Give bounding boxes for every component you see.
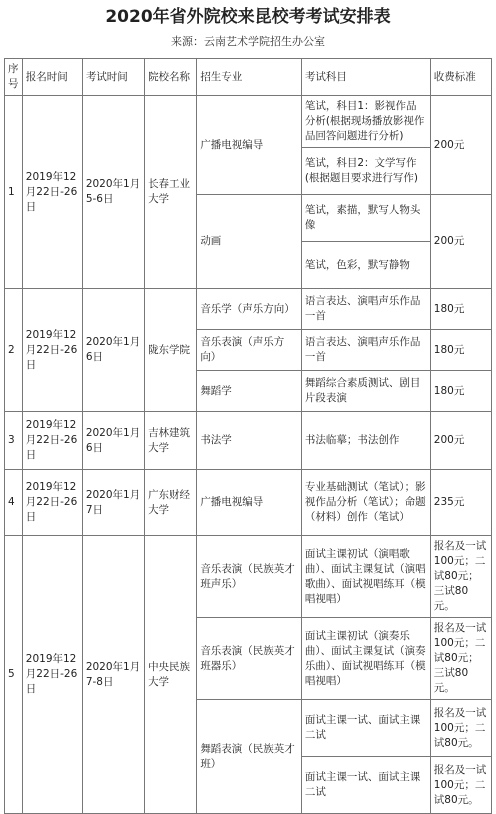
- cell-major: 广播电视编导: [197, 96, 302, 195]
- cell-major: 广播电视编导: [197, 470, 302, 536]
- cell-subject: 语言表达、演唱声乐作品一首: [301, 330, 430, 371]
- cell-reg-time: 2019年12月22日-26日: [22, 470, 82, 536]
- cell-subject: 专业基础测试（笔试）；影视作品分析（笔试）；命题（材料）创作（笔试）: [301, 470, 430, 536]
- cell-school: 长春工业大学: [145, 96, 197, 289]
- header-no: 序号: [5, 59, 23, 96]
- cell-subject: 书法临摹；书法创作: [301, 412, 430, 470]
- cell-subject: 笔试，素描，默写人物头像: [301, 195, 430, 242]
- table-row: [5, 412, 492, 470]
- cell-exam-time: 2020年1月5-6日: [82, 96, 144, 289]
- cell-school: 中央民族大学: [145, 536, 197, 814]
- cell-major: 舞蹈学: [197, 371, 302, 412]
- cell-major: 音乐表演（民族英才班声乐）: [197, 536, 302, 618]
- cell-reg-time: 2019年12月22日-26日: [22, 289, 82, 412]
- cell-school: 陇东学院: [145, 289, 197, 412]
- cell-no: 4: [5, 470, 23, 536]
- header-fee: 收费标准: [430, 59, 491, 96]
- cell-exam-time: 2020年1月7-8日: [82, 536, 144, 814]
- cell-subject: 面试主课初试（演奏乐曲）、面试主课复试（演奏乐曲）、面试视唱练耳（模唱视唱）: [301, 618, 430, 700]
- cell-reg-time: 2019年12月22日-26日: [22, 412, 82, 470]
- cell-major: 音乐表演（民族英才班器乐）: [197, 618, 302, 700]
- cell-fee: 180元: [430, 330, 491, 371]
- cell-school: 广东财经大学: [145, 470, 197, 536]
- schedule-table: [4, 58, 492, 814]
- cell-no: 2: [5, 289, 23, 412]
- cell-fee: 报名及一试100元；二试80元；三试80元。: [430, 618, 491, 700]
- cell-subject: 面试主课一试、面试主课二试: [301, 757, 430, 814]
- cell-subject: 舞蹈综合素质测试、剧目片段表演: [301, 371, 430, 412]
- cell-reg-time: 2019年12月22日-26日: [22, 536, 82, 814]
- cell-major: 书法学: [197, 412, 302, 470]
- table-row: [5, 536, 492, 618]
- cell-exam-time: 2020年1月6日: [82, 412, 144, 470]
- cell-no: 5: [5, 536, 23, 814]
- cell-exam-time: 2020年1月7日: [82, 470, 144, 536]
- cell-major: 动画: [197, 195, 302, 289]
- header-subject: 考试科目: [301, 59, 430, 96]
- cell-fee: 180元: [430, 289, 491, 330]
- cell-subject: 面试主课一试、面试主课二试: [301, 700, 430, 757]
- header-exam-time: 考试时间: [82, 59, 144, 96]
- header-school: 院校名称: [145, 59, 197, 96]
- table-row: [5, 289, 492, 330]
- page-title: 2020年省外院校来昆校考考试安排表: [105, 7, 391, 27]
- cell-fee: 报名及一试100元；二试80元。: [430, 700, 491, 757]
- cell-subject: 笔试，色彩，默写静物: [301, 242, 430, 289]
- cell-subject: 语言表达、演唱声乐作品一首: [301, 289, 430, 330]
- header-reg-time: 报名时间: [22, 59, 82, 96]
- cell-fee: 180元: [430, 371, 491, 412]
- cell-fee: 报名及一试100元；二试80元。: [430, 757, 491, 814]
- cell-subject: 面试主课初试（演唱歌曲）、面试主课复试（演唱歌曲）、面试视唱练耳（模唱视唱）: [301, 536, 430, 618]
- cell-subject: 笔试，科目2：文学写作(根据题目要求进行写作): [301, 148, 430, 195]
- cell-subject: 笔试，科目1：影视作品分析(根据现场播放影视作品回答问题进行分析): [301, 96, 430, 148]
- cell-fee: 200元: [430, 96, 491, 195]
- cell-no: 3: [5, 412, 23, 470]
- cell-major: 音乐表演（声乐方向）: [197, 330, 302, 371]
- cell-no: 1: [5, 96, 23, 289]
- cell-major: 舞蹈表演（民族英才班）: [197, 700, 302, 814]
- cell-fee: 200元: [430, 412, 491, 470]
- header-row: [5, 59, 492, 96]
- cell-fee: 200元: [430, 195, 491, 289]
- cell-exam-time: 2020年1月6日: [82, 289, 144, 412]
- cell-school: 吉林建筑大学: [145, 412, 197, 470]
- header-major: 招生专业: [197, 59, 302, 96]
- cell-major: 音乐学（声乐方向）: [197, 289, 302, 330]
- table-row: [5, 96, 492, 148]
- cell-fee: 235元: [430, 470, 491, 536]
- table-row: [5, 470, 492, 536]
- cell-reg-time: 2019年12月22日-26日: [22, 96, 82, 289]
- source-line: 来源：云南艺术学院招生办公室: [171, 35, 325, 48]
- cell-fee: 报名及一试100元；二试80元；三试80元。: [430, 536, 491, 618]
